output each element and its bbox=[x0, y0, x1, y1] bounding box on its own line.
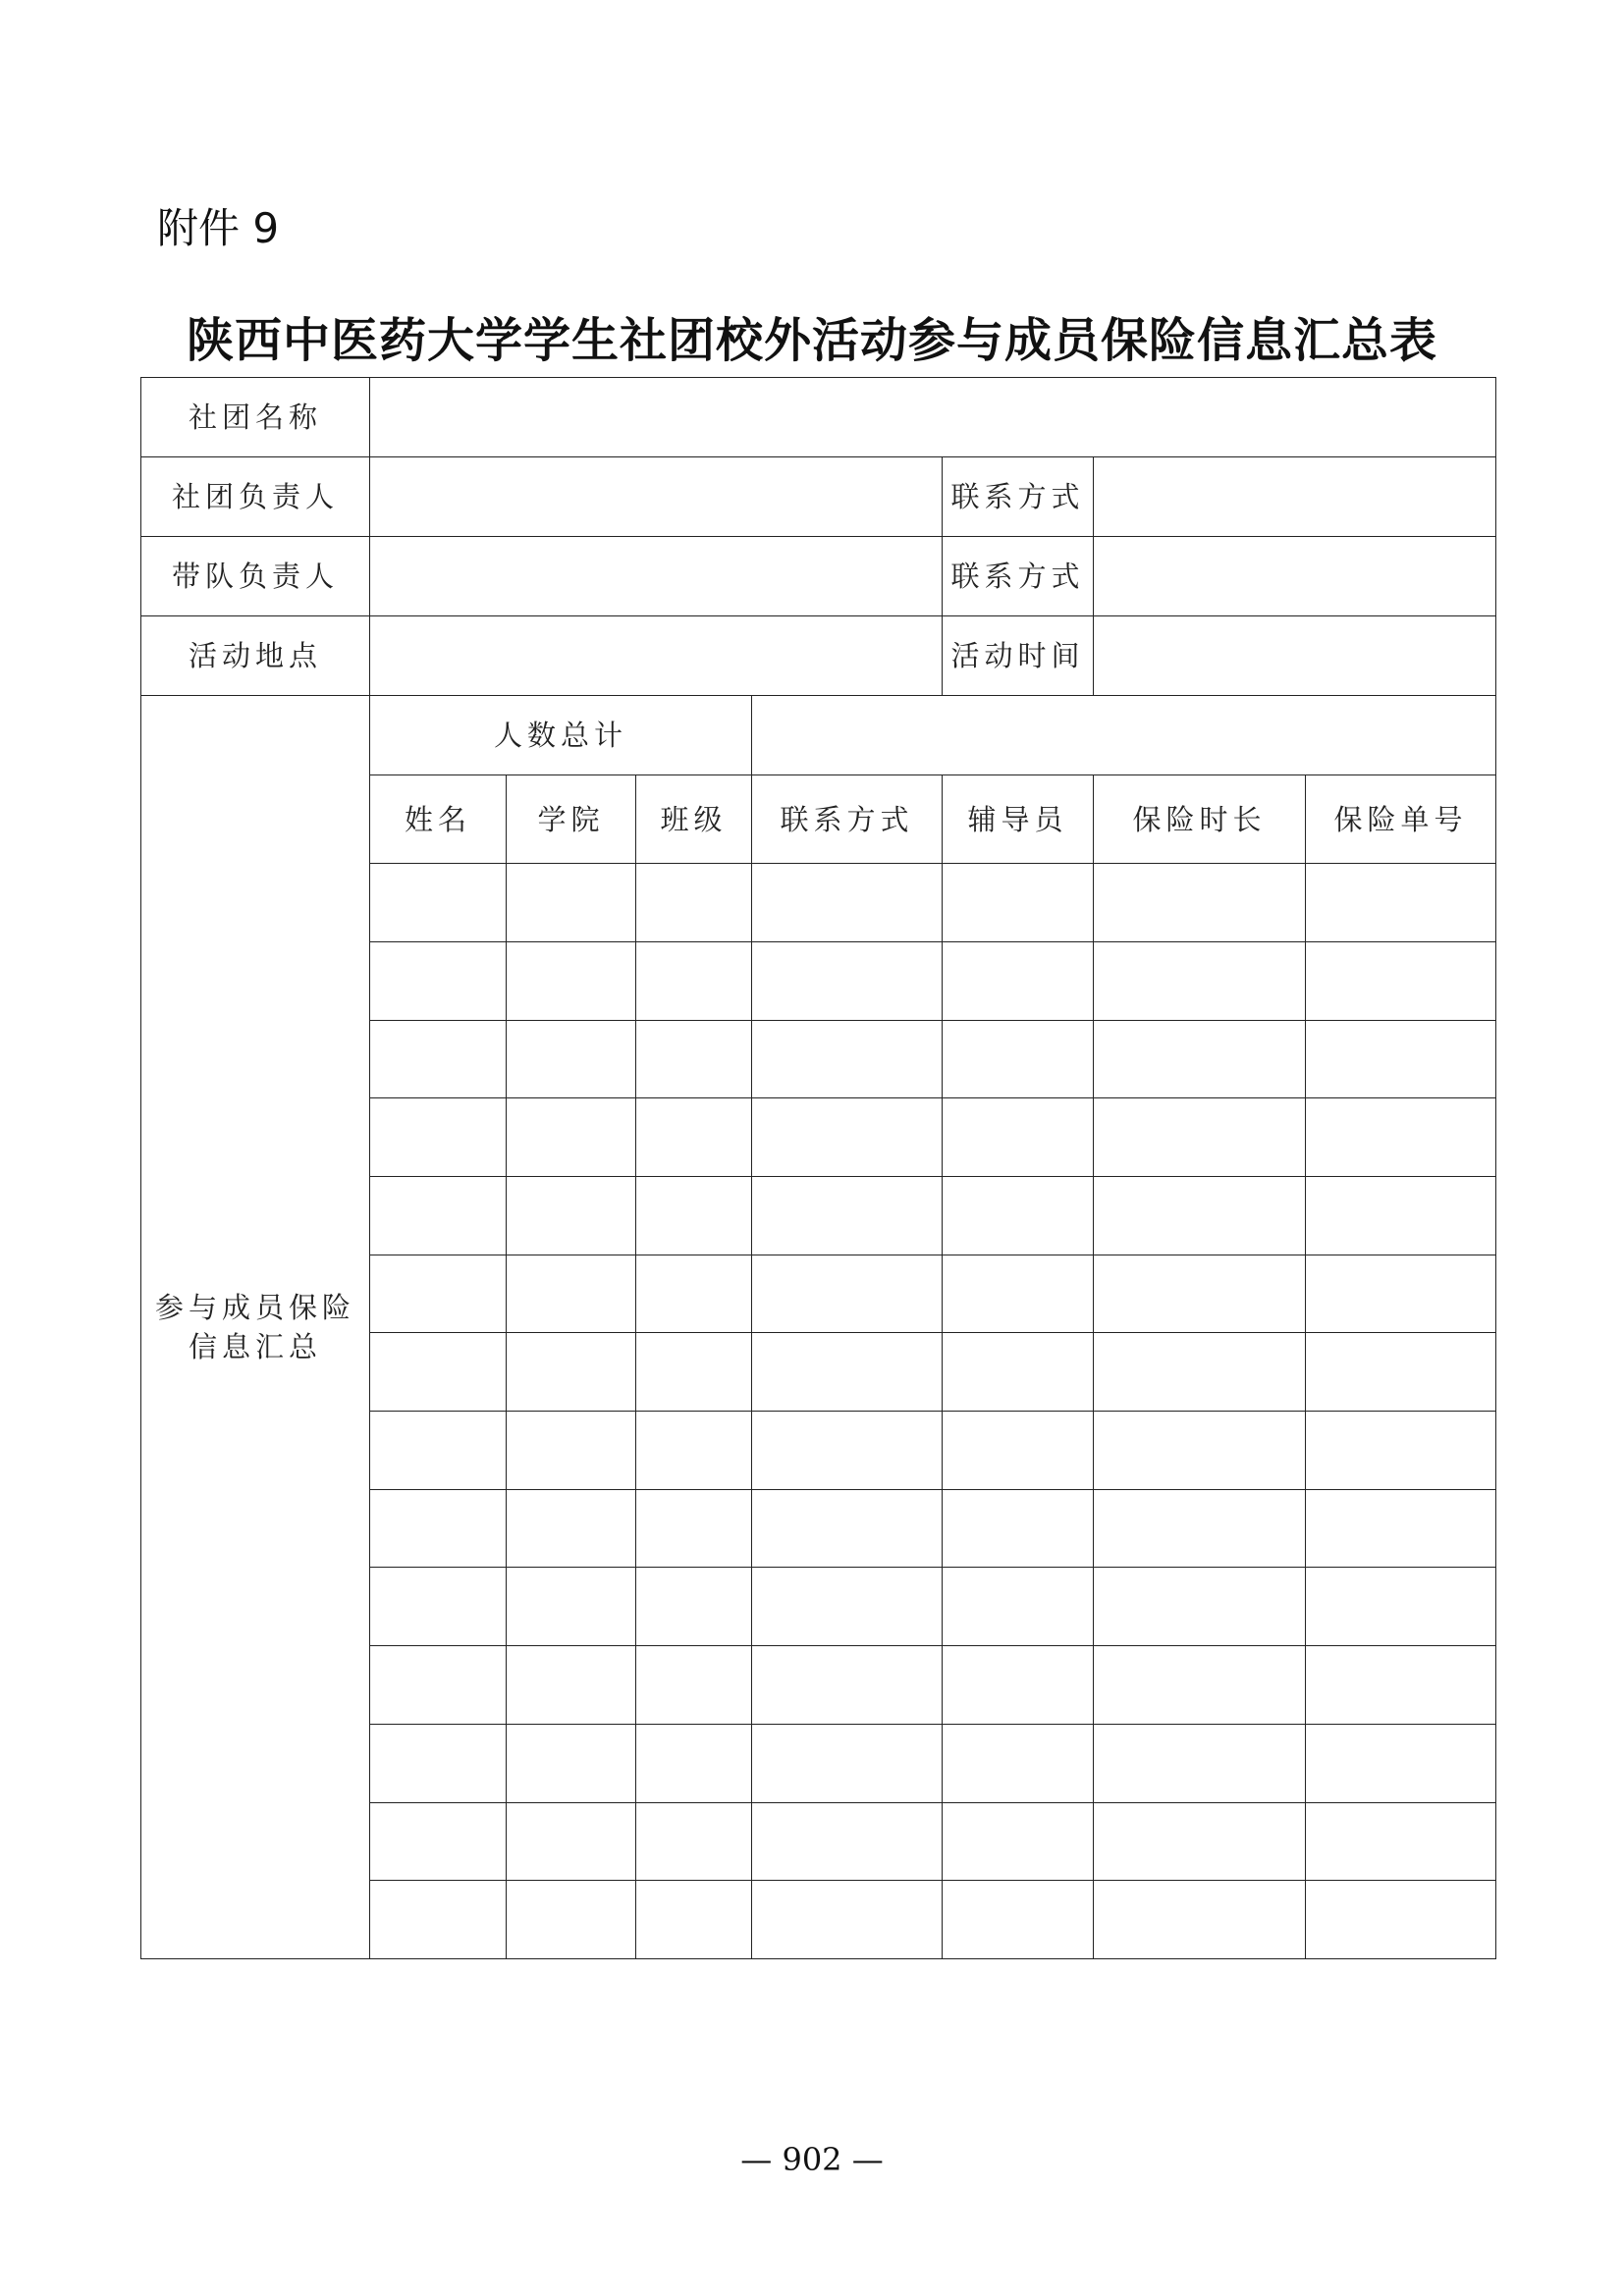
policy-number-cell[interactable] bbox=[1306, 1568, 1496, 1646]
policy-number-cell[interactable] bbox=[1306, 1098, 1496, 1177]
contact-cell[interactable] bbox=[752, 1489, 943, 1568]
member-insurance-section-label: 参与成员保险 信息汇总 bbox=[141, 696, 370, 1959]
policy-number-cell[interactable] bbox=[1306, 1724, 1496, 1802]
policy-number-cell[interactable] bbox=[1306, 864, 1496, 942]
policy-number-cell[interactable] bbox=[1306, 1881, 1496, 1959]
column-header-counselor: 辅导员 bbox=[943, 775, 1094, 864]
class-cell[interactable] bbox=[636, 1255, 752, 1333]
club-leader-contact-label: 联系方式 bbox=[943, 457, 1094, 537]
name-cell[interactable] bbox=[370, 1176, 507, 1255]
policy-number-cell[interactable] bbox=[1306, 1255, 1496, 1333]
class-cell[interactable] bbox=[636, 1881, 752, 1959]
name-cell[interactable] bbox=[370, 864, 507, 942]
college-cell[interactable] bbox=[507, 1802, 636, 1881]
activity-location-label: 活动地点 bbox=[141, 616, 370, 696]
contact-cell[interactable] bbox=[752, 1020, 943, 1098]
insurance-duration-cell[interactable] bbox=[1094, 1176, 1306, 1255]
class-cell[interactable] bbox=[636, 1568, 752, 1646]
class-cell[interactable] bbox=[636, 1646, 752, 1725]
college-cell[interactable] bbox=[507, 1724, 636, 1802]
insurance-duration-cell[interactable] bbox=[1094, 1568, 1306, 1646]
club-leader-field[interactable] bbox=[370, 457, 943, 537]
insurance-duration-cell[interactable] bbox=[1094, 1333, 1306, 1412]
college-cell[interactable] bbox=[507, 941, 636, 1020]
policy-number-cell[interactable] bbox=[1306, 1489, 1496, 1568]
contact-cell[interactable] bbox=[752, 1176, 943, 1255]
activity-time-field[interactable] bbox=[1094, 616, 1496, 696]
counselor-cell[interactable] bbox=[943, 1098, 1094, 1177]
counselor-cell[interactable] bbox=[943, 1568, 1094, 1646]
club-leader-row bbox=[141, 457, 1496, 537]
class-cell[interactable] bbox=[636, 941, 752, 1020]
counselor-cell[interactable] bbox=[943, 1333, 1094, 1412]
club-leader-label: 社团负责人 bbox=[141, 457, 370, 537]
class-cell[interactable] bbox=[636, 1412, 752, 1490]
name-cell[interactable] bbox=[370, 1802, 507, 1881]
college-cell[interactable] bbox=[507, 1412, 636, 1490]
class-cell[interactable] bbox=[636, 1176, 752, 1255]
team-leader-contact-label: 联系方式 bbox=[943, 537, 1094, 616]
club-name-label: 社团名称 bbox=[141, 378, 370, 457]
contact-cell[interactable] bbox=[752, 1098, 943, 1177]
name-cell[interactable] bbox=[370, 1881, 507, 1959]
total-count-field[interactable] bbox=[752, 696, 1496, 775]
contact-cell[interactable] bbox=[752, 1568, 943, 1646]
counselor-cell[interactable] bbox=[943, 1802, 1094, 1881]
team-leader-row bbox=[141, 537, 1496, 616]
insurance-duration-cell[interactable] bbox=[1094, 1020, 1306, 1098]
insurance-duration-cell[interactable] bbox=[1094, 1724, 1306, 1802]
contact-cell[interactable] bbox=[752, 1802, 943, 1881]
page-number: — 902 — bbox=[740, 2141, 884, 2178]
college-cell[interactable] bbox=[507, 1020, 636, 1098]
college-cell[interactable] bbox=[507, 1255, 636, 1333]
name-cell[interactable] bbox=[370, 1489, 507, 1568]
counselor-cell[interactable] bbox=[943, 1881, 1094, 1959]
form-title: 陕西中医药大学学生社团校外活动参与成员保险信息汇总表 bbox=[186, 313, 1437, 368]
class-cell[interactable] bbox=[636, 1489, 752, 1568]
policy-number-cell[interactable] bbox=[1306, 1802, 1496, 1881]
column-header-policy-number: 保险单号 bbox=[1306, 775, 1496, 864]
counselor-cell[interactable] bbox=[943, 941, 1094, 1020]
college-cell[interactable] bbox=[507, 1646, 636, 1725]
attachment-label: 附件 9 bbox=[157, 204, 280, 252]
contact-cell[interactable] bbox=[752, 1333, 943, 1412]
counselor-cell[interactable] bbox=[943, 1646, 1094, 1725]
policy-number-cell[interactable] bbox=[1306, 1333, 1496, 1412]
college-cell[interactable] bbox=[507, 1098, 636, 1177]
column-header-name: 姓名 bbox=[370, 775, 507, 864]
policy-number-cell[interactable] bbox=[1306, 1020, 1496, 1098]
column-header-contact: 联系方式 bbox=[752, 775, 943, 864]
name-cell[interactable] bbox=[370, 941, 507, 1020]
name-cell[interactable] bbox=[370, 1646, 507, 1725]
counselor-cell[interactable] bbox=[943, 864, 1094, 942]
insurance-duration-cell[interactable] bbox=[1094, 1255, 1306, 1333]
name-cell[interactable] bbox=[370, 1724, 507, 1802]
counselor-cell[interactable] bbox=[943, 1020, 1094, 1098]
college-cell[interactable] bbox=[507, 864, 636, 942]
college-cell[interactable] bbox=[507, 1333, 636, 1412]
policy-number-cell[interactable] bbox=[1306, 1412, 1496, 1490]
class-cell[interactable] bbox=[636, 1802, 752, 1881]
counselor-cell[interactable] bbox=[943, 1724, 1094, 1802]
name-cell[interactable] bbox=[370, 1255, 507, 1333]
college-cell[interactable] bbox=[507, 1176, 636, 1255]
name-cell[interactable] bbox=[370, 1098, 507, 1177]
insurance-duration-cell[interactable] bbox=[1094, 1881, 1306, 1959]
class-cell[interactable] bbox=[636, 1098, 752, 1177]
counselor-cell[interactable] bbox=[943, 1176, 1094, 1255]
column-header-class: 班级 bbox=[636, 775, 752, 864]
insurance-duration-cell[interactable] bbox=[1094, 864, 1306, 942]
college-cell[interactable] bbox=[507, 1489, 636, 1568]
activity-location-field[interactable] bbox=[370, 616, 943, 696]
name-cell[interactable] bbox=[370, 1333, 507, 1412]
contact-cell[interactable] bbox=[752, 941, 943, 1020]
counselor-cell[interactable] bbox=[943, 1489, 1094, 1568]
policy-number-cell[interactable] bbox=[1306, 1646, 1496, 1725]
policy-number-cell[interactable] bbox=[1306, 941, 1496, 1020]
column-header-insurance-duration: 保险时长 bbox=[1094, 775, 1306, 864]
contact-cell[interactable] bbox=[752, 1881, 943, 1959]
insurance-summary-table bbox=[140, 377, 1496, 1959]
policy-number-cell[interactable] bbox=[1306, 1176, 1496, 1255]
contact-cell[interactable] bbox=[752, 1412, 943, 1490]
insurance-duration-cell[interactable] bbox=[1094, 941, 1306, 1020]
insurance-duration-cell[interactable] bbox=[1094, 1489, 1306, 1568]
team-leader-field[interactable] bbox=[370, 537, 943, 616]
name-cell[interactable] bbox=[370, 1568, 507, 1646]
class-cell[interactable] bbox=[636, 1020, 752, 1098]
activity-row bbox=[141, 616, 1496, 696]
total-count-row bbox=[141, 696, 1496, 775]
club-name-row bbox=[141, 378, 1496, 457]
counselor-cell[interactable] bbox=[943, 1255, 1094, 1333]
college-cell[interactable] bbox=[507, 1568, 636, 1646]
team-leader-label: 带队负责人 bbox=[141, 537, 370, 616]
class-cell[interactable] bbox=[636, 1333, 752, 1412]
contact-cell[interactable] bbox=[752, 1255, 943, 1333]
contact-cell[interactable] bbox=[752, 1646, 943, 1725]
column-header-college: 学院 bbox=[507, 775, 636, 864]
total-count-label: 人数总计 bbox=[370, 696, 752, 775]
club-leader-contact-field[interactable] bbox=[1094, 457, 1496, 537]
college-cell[interactable] bbox=[507, 1881, 636, 1959]
class-cell[interactable] bbox=[636, 864, 752, 942]
name-cell[interactable] bbox=[370, 1412, 507, 1490]
counselor-cell[interactable] bbox=[943, 1412, 1094, 1490]
class-cell[interactable] bbox=[636, 1724, 752, 1802]
insurance-duration-cell[interactable] bbox=[1094, 1098, 1306, 1177]
contact-cell[interactable] bbox=[752, 864, 943, 942]
insurance-duration-cell[interactable] bbox=[1094, 1646, 1306, 1725]
team-leader-contact-field[interactable] bbox=[1094, 537, 1496, 616]
insurance-duration-cell[interactable] bbox=[1094, 1412, 1306, 1490]
activity-time-label: 活动时间 bbox=[943, 616, 1094, 696]
name-cell[interactable] bbox=[370, 1020, 507, 1098]
insurance-duration-cell[interactable] bbox=[1094, 1802, 1306, 1881]
club-name-field[interactable] bbox=[370, 378, 1496, 457]
contact-cell[interactable] bbox=[752, 1724, 943, 1802]
